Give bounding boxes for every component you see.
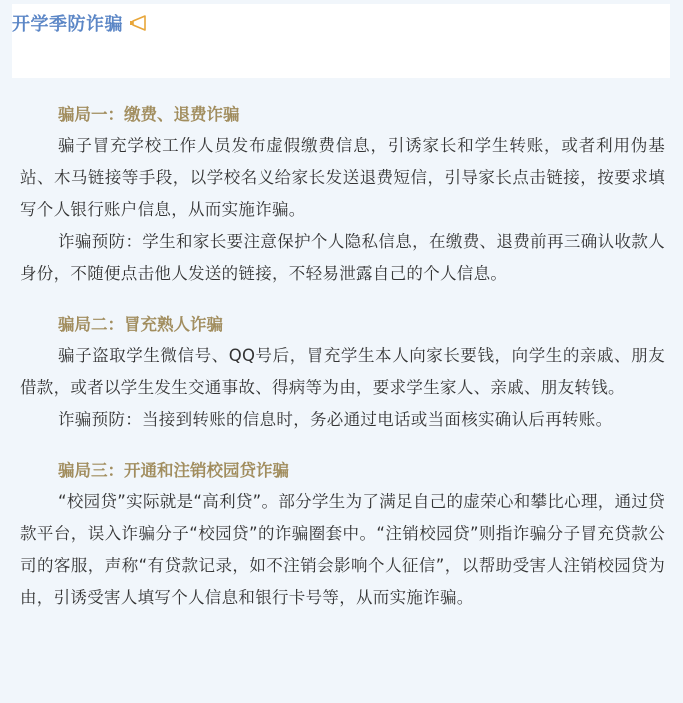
section-title: 骗局一：缴费、退费诈骗 [58,105,240,124]
section-title: 骗局二：冒充熟人诈骗 [58,315,223,334]
article-content [20,100,665,634]
prevention-paragraph: 诈骗预防：学生和家长要注意保护个人隐私信息，在缴费、退费前再三确认收款人身份，不随便点击他人发送的链接，不轻易泄露自己的个人信息。 [20,232,665,283]
section-paragraph: “校园贷”实际就是“高利贷”。部分学生为了满足自己的虚荣心和攀比心理，通过贷款平台，误入诈骗分子“校园贷”的诈骗圈套中。“注销校园贷”则指诈骗分子冒充贷款公司的客服，声称“有贷款记录，如不注销会影响个人征信”，以帮助受害人注销校园贷为由，引诱受害人填写个人信息和银行卡号等，从而实施诈骗。 [20,492,665,607]
megaphone-icon [129,15,147,31]
scam-section-2 [20,310,665,436]
page-title [12,10,147,36]
scam-section-3 [20,456,665,614]
header-card [12,4,670,78]
section-paragraph: 骗子盗取学生微信号、QQ号后，冒充学生本人向家长要钱，向学生的亲戚、朋友借款，或者以学生发生交通事故、得病等为由，要求学生家人、亲戚、朋友转钱。 [20,346,665,397]
page-title-text: 开学季防诈骗 [12,14,123,35]
scam-section-1 [20,100,665,290]
section-title: 骗局三：开通和注销校园贷诈骗 [58,461,289,480]
section-paragraph: 骗子冒充学校工作人员发布虚假缴费信息，引诱家长和学生转账，或者利用伪基站、木马链接等手段，以学校名义给家长发送退费短信，引导家长点击链接，按要求填写个人银行账户信息，从而实施诈骗。 [20,136,665,219]
prevention-paragraph: 诈骗预防：当接到转账的信息时，务必通过电话或当面核实确认后再转账。 [58,410,613,429]
